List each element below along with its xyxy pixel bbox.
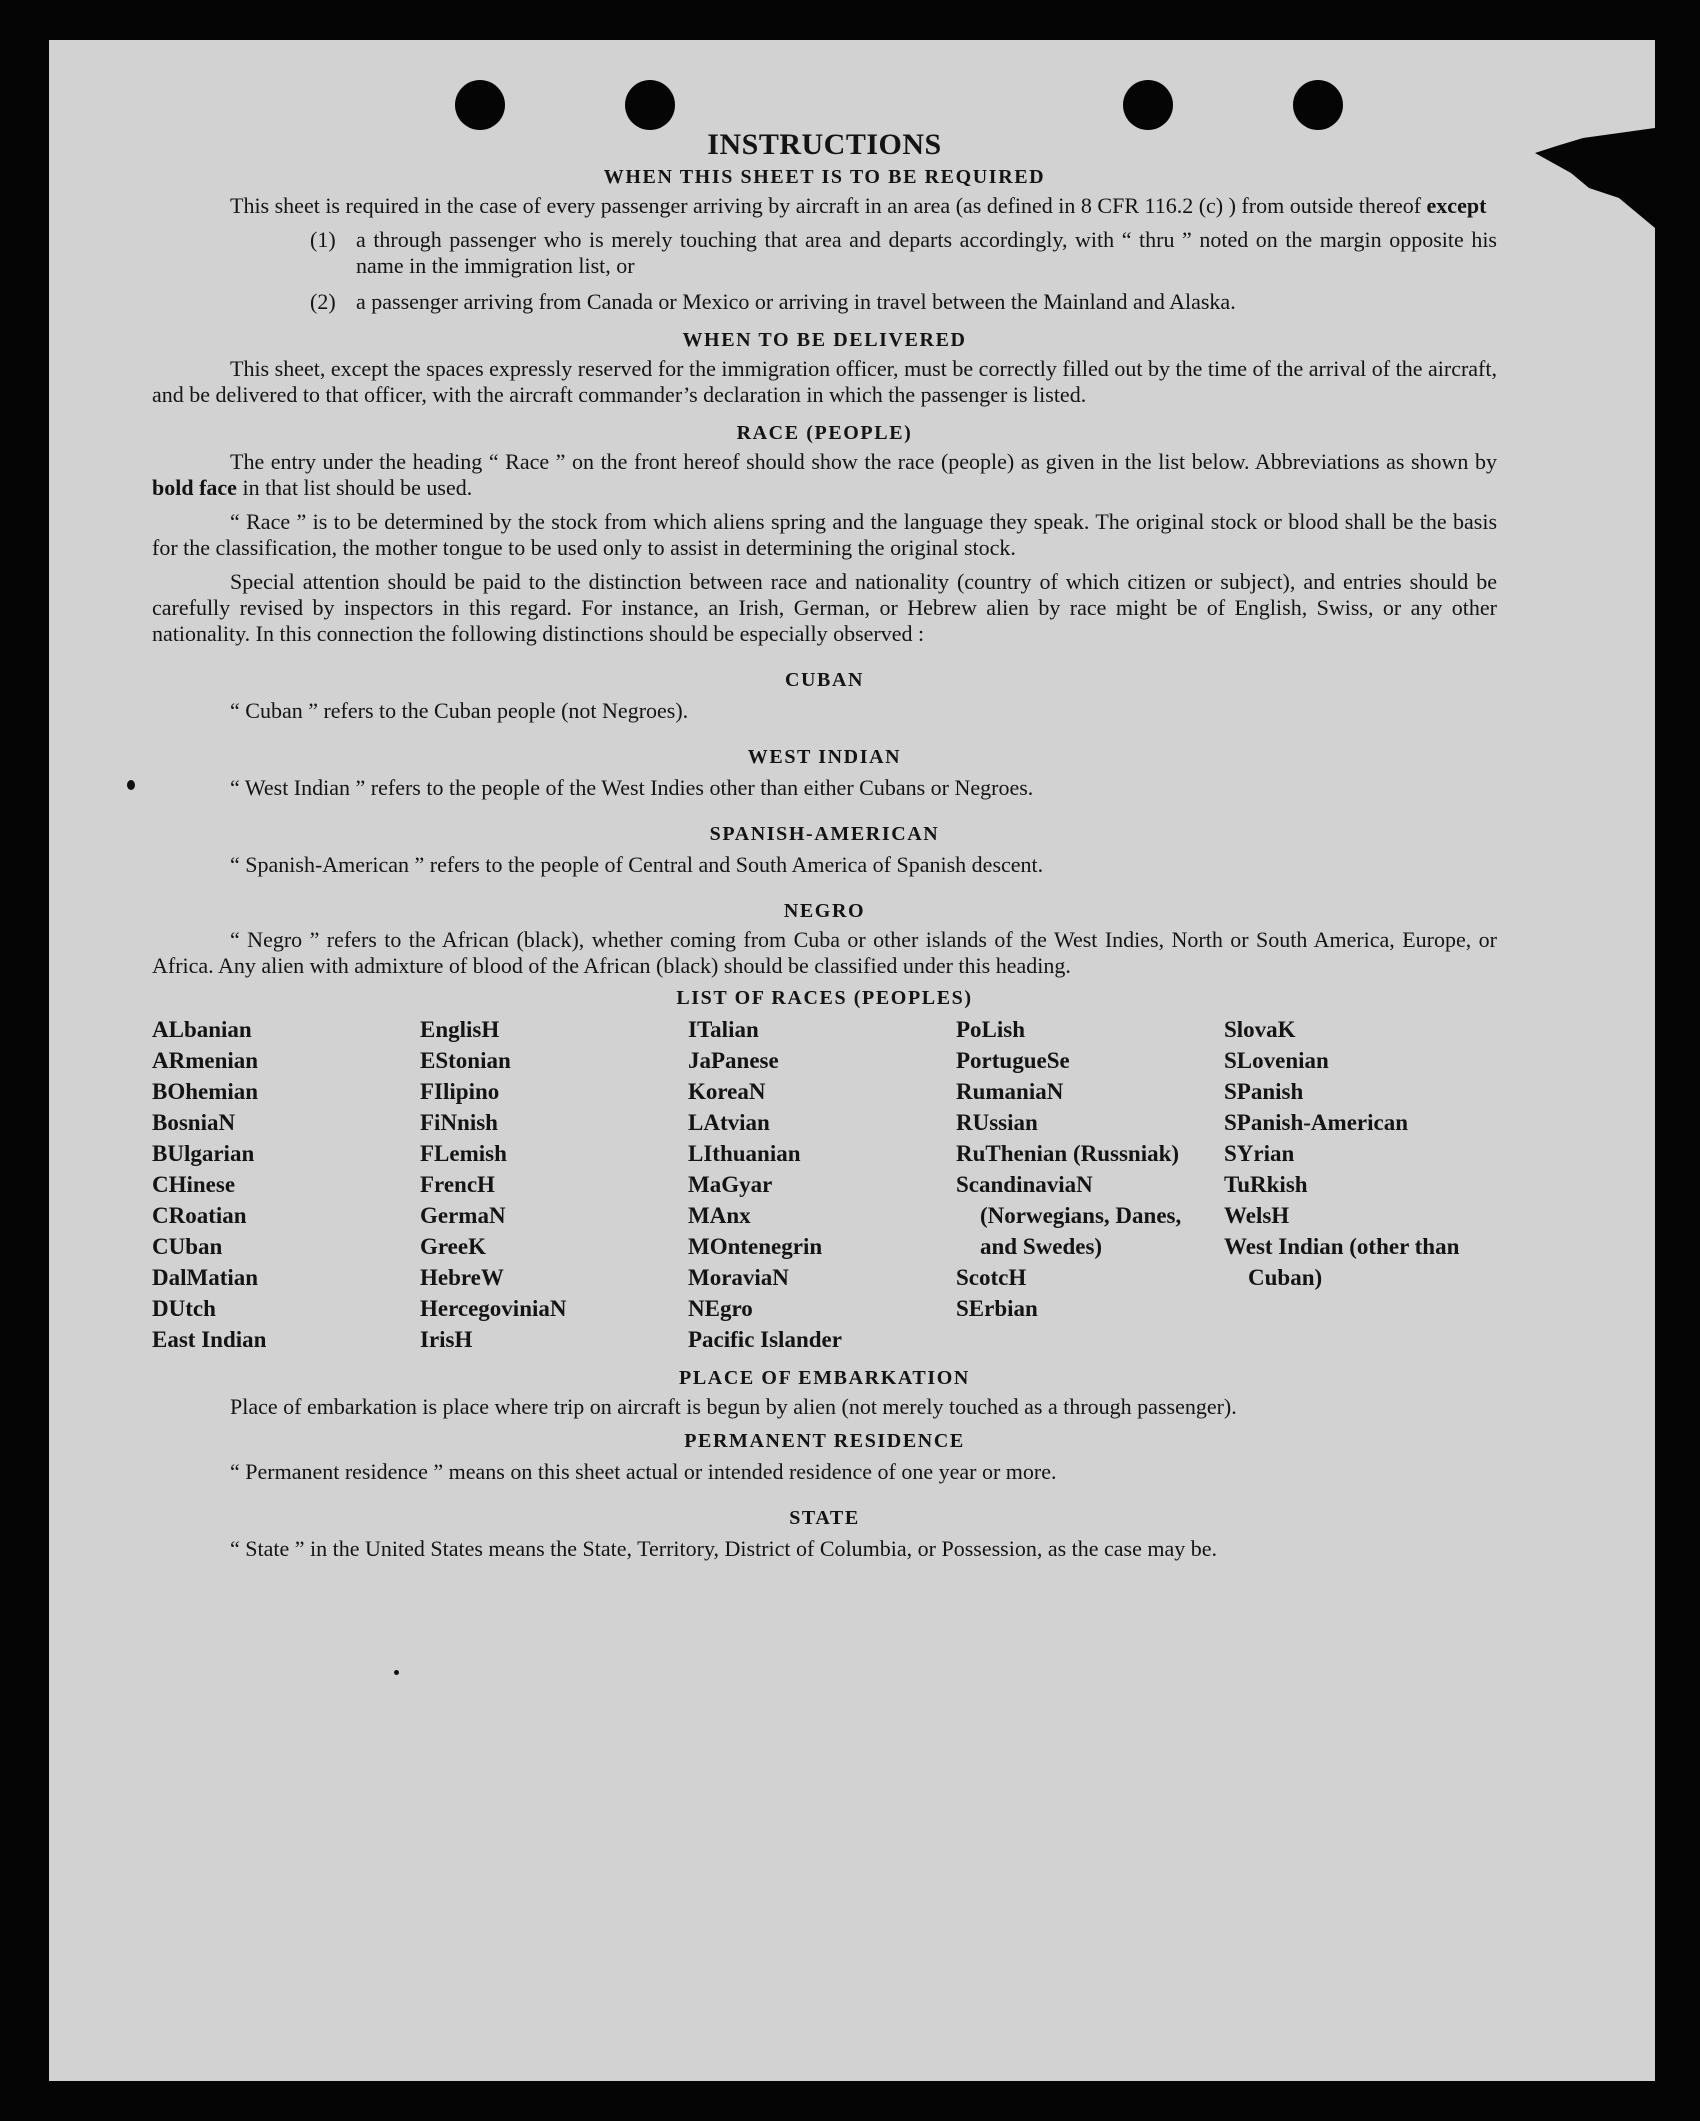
race-entry: RumaniaN <box>956 1079 1064 1104</box>
residence-text: “ Permanent residence ” means on this sheet actual or intended residence of one year or more. <box>230 1459 1057 1484</box>
race-entry: DalMatian <box>152 1265 259 1290</box>
heading-state: STATE <box>789 1507 860 1529</box>
race-entry: PortugueSe <box>956 1048 1070 1073</box>
race-entry: SPanish <box>1224 1079 1304 1104</box>
race-entry: CUban <box>152 1234 223 1259</box>
races-column-1 <box>152 1014 420 1355</box>
race-entry: KoreaN <box>688 1079 766 1104</box>
race-entry: LIthuanian <box>688 1141 801 1166</box>
race-entry: SPanish-American <box>1224 1110 1408 1135</box>
heading-when-delivered: WHEN TO BE DELIVERED <box>682 329 967 351</box>
punch-hole-2 <box>625 80 675 130</box>
speck <box>394 1670 399 1675</box>
heading-race: RACE (PEOPLE) <box>736 422 913 444</box>
race-entry: NEgro <box>688 1296 753 1321</box>
race-entry: East Indian <box>152 1327 267 1352</box>
when-required-except: except <box>1426 193 1487 218</box>
race-entry: SYrian <box>1224 1141 1295 1166</box>
race-p1-end: in that list should be used. <box>236 475 473 500</box>
race-p1-start: The entry under the heading “ Race ” on the front hereof should show the race (people) as given in the list below. Abbreviations as shown by <box>230 449 1497 474</box>
race-entry: SErbian <box>956 1296 1038 1321</box>
races-column-2 <box>420 1014 688 1355</box>
race-entry: IrisH <box>420 1327 473 1352</box>
race-entry: RuThenian (Russniak) <box>956 1141 1180 1166</box>
race-entry: BosniaN <box>152 1110 236 1135</box>
races-list <box>152 1014 1497 1355</box>
heading-spanish-american: SPANISH-AMERICAN <box>709 823 940 845</box>
heading-west-indian: WEST INDIAN <box>747 746 902 768</box>
instructions-content <box>152 128 1497 1562</box>
race-entry: MoraviaN <box>688 1265 789 1290</box>
race-entry: LAtvian <box>688 1110 770 1135</box>
race-paragraph-3: Special attention should be paid to the distinction between race and nationality (country of which citizen or subject), and entries should be carefully revised by inspectors in this regard. For instance, an Irish, German, or Hebrew alien by race might be of English, Swiss, or any other nationality. In this connection the following distinctions should be especially observed : <box>152 569 1497 646</box>
when-required-text <box>152 193 1497 219</box>
race-entry: EStonian <box>420 1048 511 1073</box>
race-entry: GreeK <box>420 1234 486 1259</box>
race-entry: TuRkish <box>1224 1172 1308 1197</box>
race-entry: ITalian <box>688 1017 759 1042</box>
punch-hole-1 <box>455 80 505 130</box>
race-entry: SLovenian <box>1224 1048 1329 1073</box>
heading-permanent-residence: PERMANENT RESIDENCE <box>684 1430 965 1452</box>
when-required-intro: This sheet is required in the case of every passenger arriving by aircraft in an area (as defined in 8 CFR 116.2 (c) ) from outside thereof <box>230 193 1427 218</box>
exception-item <box>310 227 1497 279</box>
race-entry: WelsH <box>1224 1203 1290 1228</box>
race-paragraph-2: “ Race ” is to be determined by the stock from which aliens spring and the language they speak. The original stock or blood shall be the basis for the classification, the mother tongue to be used only to assist in determining the original stock. <box>152 509 1497 560</box>
race-entry: BOhemian <box>152 1079 259 1104</box>
race-entry: PoLish <box>956 1017 1026 1042</box>
race-entry: ScandinaviaN (Norwegians, Danes, and Swedes) <box>956 1172 1182 1259</box>
exception-text: a through passenger who is merely touching that area and departs accordingly, with “ thru ” noted on the margin opposite his name in the immigration list, or <box>356 227 1497 278</box>
heading-list-of-races: LIST OF RACES (PEOPLES) <box>676 987 973 1009</box>
races-column-3 <box>688 1014 956 1355</box>
races-column-4 <box>956 1014 1224 1355</box>
race-entry: MOntenegrin <box>688 1234 823 1259</box>
race-entry: DUtch <box>152 1296 216 1321</box>
heading-when-required: WHEN THIS SHEET IS TO BE REQUIRED <box>603 166 1046 188</box>
page-title: INSTRUCTIONS <box>707 128 942 161</box>
race-entry: West Indian (other than Cuban) <box>1224 1234 1460 1290</box>
torn-corner <box>1535 128 1655 228</box>
race-entry: GermaN <box>420 1203 506 1228</box>
spanish-american-text: “ Spanish-American ” refers to the people of Central and South America of Spanish descent. <box>230 852 1044 877</box>
punch-hole-3 <box>1123 80 1173 130</box>
cuban-text: “ Cuban ” refers to the Cuban people (not Negroes). <box>230 698 689 723</box>
race-entry: MAnx <box>688 1203 751 1228</box>
race-entry: FIlipino <box>420 1079 500 1104</box>
race-entry: HebreW <box>420 1265 504 1290</box>
race-p1-boldface: bold face <box>152 475 237 500</box>
heading-cuban: CUBAN <box>784 669 865 691</box>
race-entry: ALbanian <box>152 1017 252 1042</box>
race-entry: SlovaK <box>1224 1017 1296 1042</box>
race-entry: FrencH <box>420 1172 495 1197</box>
race-entry: JaPanese <box>688 1048 779 1073</box>
negro-text: “ Negro ” refers to the African (black), whether coming from Cuba or other islands of the West Indies, North or South America, Europe, or Africa. Any alien with admixture of blood of the African (black) should be classified under this heading. <box>152 927 1497 978</box>
race-entry: Pacific Islander <box>688 1327 842 1352</box>
race-entry: HercegoviniaN <box>420 1296 567 1321</box>
race-entry: CRoatian <box>152 1203 247 1228</box>
exception-number: (2) <box>310 289 336 314</box>
heading-place-of-embarkation: PLACE OF EMBARKATION <box>679 1367 970 1389</box>
state-text: “ State ” in the United States means the State, Territory, District of Columbia, or Possession, as the case may be. <box>230 1536 1218 1561</box>
race-entry: MaGyar <box>688 1172 773 1197</box>
race-entry: FLemish <box>420 1141 507 1166</box>
race-entry: RUssian <box>956 1110 1038 1135</box>
races-column-5 <box>1224 1014 1497 1355</box>
race-entry: BUlgarian <box>152 1141 255 1166</box>
race-paragraph-1 <box>152 449 1497 501</box>
west-indian-text: “ West Indian ” refers to the people of the West Indies other than either Cubans or Negroes. <box>230 775 1034 800</box>
exception-item <box>310 289 1497 315</box>
punch-hole-4 <box>1293 80 1343 130</box>
race-entry: FiNnish <box>420 1110 498 1135</box>
exception-number: (1) <box>310 227 336 252</box>
speck <box>127 780 135 790</box>
exception-text: a passenger arriving from Canada or Mexico or arriving in travel between the Mainland and Alaska. <box>356 289 1236 314</box>
embarkation-text: Place of embarkation is place where trip on aircraft is begun by alien (not merely touched as a through passenger). <box>230 1394 1237 1419</box>
race-entry: EnglisH <box>420 1017 500 1042</box>
when-delivered-text: This sheet, except the spaces expressly reserved for the immigration officer, must be correctly filled out by the time of the arrival of the aircraft, and be delivered to that officer, with the aircraft commander’s declaration in which the passenger is listed. <box>152 356 1497 407</box>
race-entry: CHinese <box>152 1172 236 1197</box>
heading-negro: NEGRO <box>783 900 866 922</box>
race-entry: ScotcH <box>956 1265 1027 1290</box>
race-entry: ARmenian <box>152 1048 259 1073</box>
